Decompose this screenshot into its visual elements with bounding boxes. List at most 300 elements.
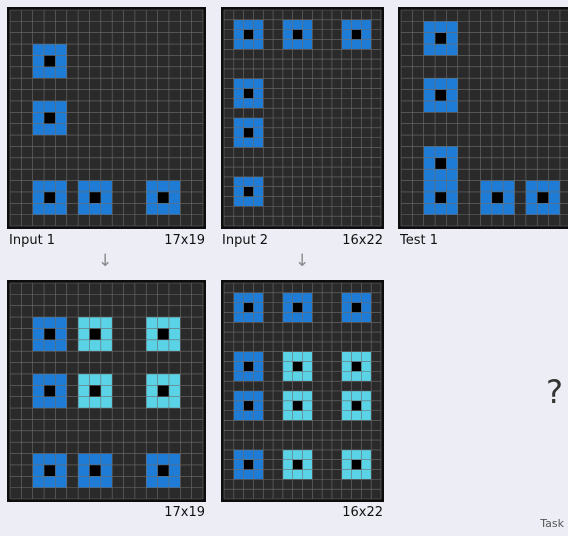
square-center-cell bbox=[352, 362, 362, 372]
square-cell bbox=[158, 340, 169, 351]
square-cell bbox=[303, 391, 313, 401]
square-cell bbox=[244, 470, 254, 480]
square-cell bbox=[55, 192, 66, 203]
square-cell bbox=[549, 192, 560, 203]
square-cell bbox=[342, 411, 352, 421]
square-cell bbox=[352, 20, 362, 30]
square-cell bbox=[244, 197, 254, 207]
square-cell bbox=[101, 476, 112, 487]
square-cell bbox=[342, 460, 352, 470]
square-cell bbox=[146, 203, 157, 214]
square-cell bbox=[234, 177, 244, 187]
square-cell bbox=[244, 312, 254, 322]
square-cell bbox=[234, 312, 244, 322]
square-cell bbox=[503, 181, 514, 192]
square-center-cell bbox=[293, 401, 303, 411]
size-input-1: 17x19 bbox=[164, 233, 205, 248]
square-center-cell bbox=[352, 30, 362, 40]
square-cell bbox=[89, 397, 100, 408]
square-cell bbox=[253, 371, 263, 381]
square-cell bbox=[101, 192, 112, 203]
square-cell bbox=[342, 470, 352, 480]
square-cell bbox=[169, 328, 180, 339]
square-cell bbox=[361, 470, 371, 480]
square-cell bbox=[526, 181, 537, 192]
square-cell bbox=[342, 401, 352, 411]
square-cell bbox=[158, 476, 169, 487]
square-cell bbox=[234, 371, 244, 381]
square-cell bbox=[361, 401, 371, 411]
square-cell bbox=[352, 39, 362, 49]
square-cell bbox=[293, 293, 303, 303]
square-cell bbox=[303, 303, 313, 313]
square-center-cell bbox=[89, 192, 100, 203]
square-center-cell bbox=[158, 328, 169, 339]
square-cell bbox=[253, 460, 263, 470]
square-cell bbox=[234, 362, 244, 372]
square-center-cell bbox=[44, 192, 55, 203]
size-output-2: 16x22 bbox=[342, 505, 383, 520]
grid-canvas bbox=[398, 7, 568, 229]
square-cell bbox=[283, 39, 293, 49]
square-cell bbox=[101, 454, 112, 465]
square-cell bbox=[44, 67, 55, 78]
square-cell bbox=[293, 391, 303, 401]
square-cell bbox=[158, 203, 169, 214]
square-cell bbox=[33, 317, 44, 328]
square-cell bbox=[293, 352, 303, 362]
square-cell bbox=[101, 385, 112, 396]
square-cell bbox=[101, 328, 112, 339]
label-input-2: Input 2 bbox=[222, 233, 269, 248]
square-cell bbox=[234, 187, 244, 197]
square-cell bbox=[169, 203, 180, 214]
square-cell bbox=[503, 192, 514, 203]
square-cell bbox=[352, 391, 362, 401]
square-center-cell bbox=[244, 128, 254, 138]
square-cell bbox=[303, 411, 313, 421]
square-cell bbox=[33, 397, 44, 408]
square-center-cell bbox=[352, 460, 362, 470]
square-cell bbox=[146, 374, 157, 385]
square-cell bbox=[55, 55, 66, 66]
square-center-cell bbox=[435, 33, 446, 44]
square-cell bbox=[158, 454, 169, 465]
square-cell bbox=[424, 21, 435, 32]
square-cell bbox=[446, 146, 457, 157]
square-cell bbox=[33, 465, 44, 476]
square-cell bbox=[78, 317, 89, 328]
square-cell bbox=[253, 411, 263, 421]
grid-canvas bbox=[7, 280, 206, 502]
square-cell bbox=[33, 328, 44, 339]
square-cell bbox=[44, 374, 55, 385]
square-center-cell bbox=[158, 385, 169, 396]
square-cell bbox=[253, 20, 263, 30]
square-cell bbox=[169, 465, 180, 476]
square-cell bbox=[44, 203, 55, 214]
square-cell bbox=[446, 203, 457, 214]
square-cell bbox=[283, 470, 293, 480]
square-cell bbox=[293, 470, 303, 480]
square-cell bbox=[424, 90, 435, 101]
grid-input-1 bbox=[7, 7, 206, 229]
square-cell bbox=[293, 371, 303, 381]
square-cell bbox=[537, 203, 548, 214]
square-cell bbox=[361, 352, 371, 362]
square-cell bbox=[303, 352, 313, 362]
square-cell bbox=[446, 90, 457, 101]
square-cell bbox=[424, 44, 435, 55]
square-center-cell bbox=[44, 55, 55, 66]
square-cell bbox=[101, 317, 112, 328]
square-cell bbox=[283, 391, 293, 401]
square-center-cell bbox=[158, 192, 169, 203]
square-cell bbox=[55, 328, 66, 339]
down-arrow-icon: ↓ bbox=[98, 251, 113, 271]
square-cell bbox=[352, 470, 362, 480]
square-cell bbox=[253, 401, 263, 411]
square-cell bbox=[303, 460, 313, 470]
square-cell bbox=[303, 371, 313, 381]
square-cell bbox=[234, 118, 244, 128]
square-cell bbox=[158, 181, 169, 192]
square-cell bbox=[44, 476, 55, 487]
square-cell bbox=[424, 169, 435, 180]
square-cell bbox=[253, 197, 263, 207]
square-cell bbox=[352, 352, 362, 362]
square-cell bbox=[33, 124, 44, 135]
square-cell bbox=[78, 385, 89, 396]
square-cell bbox=[253, 89, 263, 99]
square-cell bbox=[146, 465, 157, 476]
square-center-cell bbox=[44, 385, 55, 396]
square-cell bbox=[33, 476, 44, 487]
square-cell bbox=[234, 20, 244, 30]
square-cell bbox=[55, 124, 66, 135]
square-cell bbox=[361, 362, 371, 372]
square-cell bbox=[244, 352, 254, 362]
square-cell bbox=[283, 450, 293, 460]
square-cell bbox=[342, 293, 352, 303]
square-cell bbox=[424, 192, 435, 203]
square-cell bbox=[234, 450, 244, 460]
square-cell bbox=[244, 98, 254, 108]
square-cell bbox=[89, 454, 100, 465]
square-cell bbox=[283, 30, 293, 40]
square-cell bbox=[253, 352, 263, 362]
square-cell bbox=[44, 317, 55, 328]
square-center-cell bbox=[293, 460, 303, 470]
square-cell bbox=[33, 181, 44, 192]
square-center-cell bbox=[89, 385, 100, 396]
square-cell bbox=[33, 203, 44, 214]
square-cell bbox=[435, 181, 446, 192]
square-cell bbox=[435, 21, 446, 32]
square-cell bbox=[361, 293, 371, 303]
square-center-cell bbox=[44, 328, 55, 339]
square-cell bbox=[293, 39, 303, 49]
square-cell bbox=[78, 181, 89, 192]
square-cell bbox=[169, 454, 180, 465]
square-cell bbox=[342, 20, 352, 30]
square-cell bbox=[146, 328, 157, 339]
square-cell bbox=[146, 385, 157, 396]
square-cell bbox=[303, 362, 313, 372]
grid-canvas bbox=[221, 7, 384, 229]
square-cell bbox=[55, 317, 66, 328]
square-cell bbox=[303, 30, 313, 40]
square-center-cell bbox=[492, 192, 503, 203]
square-cell bbox=[78, 328, 89, 339]
square-cell bbox=[424, 158, 435, 169]
square-center-cell bbox=[435, 90, 446, 101]
square-cell bbox=[283, 352, 293, 362]
square-cell bbox=[253, 470, 263, 480]
square-cell bbox=[234, 197, 244, 207]
square-cell bbox=[146, 340, 157, 351]
square-cell bbox=[101, 340, 112, 351]
square-cell bbox=[446, 101, 457, 112]
square-cell bbox=[146, 192, 157, 203]
square-cell bbox=[234, 89, 244, 99]
square-cell bbox=[44, 181, 55, 192]
square-center-cell bbox=[89, 328, 100, 339]
square-cell bbox=[234, 391, 244, 401]
square-cell bbox=[549, 203, 560, 214]
square-cell bbox=[234, 411, 244, 421]
square-cell bbox=[244, 118, 254, 128]
square-cell bbox=[101, 203, 112, 214]
square-center-cell bbox=[293, 303, 303, 313]
square-cell bbox=[55, 67, 66, 78]
square-cell bbox=[33, 44, 44, 55]
square-cell bbox=[361, 411, 371, 421]
grid-output-1 bbox=[7, 280, 206, 502]
square-cell bbox=[283, 312, 293, 322]
square-cell bbox=[283, 460, 293, 470]
square-cell bbox=[146, 317, 157, 328]
square-cell bbox=[342, 371, 352, 381]
size-output-1: 17x19 bbox=[164, 505, 205, 520]
square-cell bbox=[253, 303, 263, 313]
square-center-cell bbox=[537, 192, 548, 203]
square-cell bbox=[283, 303, 293, 313]
square-cell bbox=[169, 397, 180, 408]
square-cell bbox=[492, 181, 503, 192]
square-cell bbox=[446, 44, 457, 55]
square-cell bbox=[361, 391, 371, 401]
grid-test-1 bbox=[398, 7, 568, 229]
test-grid-clip bbox=[398, 7, 568, 229]
square-cell bbox=[352, 371, 362, 381]
square-cell bbox=[361, 39, 371, 49]
square-cell bbox=[424, 78, 435, 89]
square-cell bbox=[101, 397, 112, 408]
square-cell bbox=[303, 20, 313, 30]
square-cell bbox=[44, 397, 55, 408]
square-cell bbox=[424, 101, 435, 112]
square-cell bbox=[101, 374, 112, 385]
square-cell bbox=[101, 465, 112, 476]
square-cell bbox=[503, 203, 514, 214]
square-cell bbox=[169, 476, 180, 487]
square-cell bbox=[169, 181, 180, 192]
footer-task-label: Task bbox=[540, 517, 564, 530]
square-cell bbox=[303, 293, 313, 303]
square-cell bbox=[55, 454, 66, 465]
square-center-cell bbox=[244, 187, 254, 197]
square-center-cell bbox=[244, 30, 254, 40]
square-cell bbox=[33, 385, 44, 396]
square-cell bbox=[234, 79, 244, 89]
square-cell bbox=[55, 203, 66, 214]
square-center-cell bbox=[435, 158, 446, 169]
square-cell bbox=[446, 33, 457, 44]
square-cell bbox=[293, 450, 303, 460]
square-cell bbox=[283, 371, 293, 381]
square-cell bbox=[342, 312, 352, 322]
square-cell bbox=[435, 101, 446, 112]
square-cell bbox=[480, 203, 491, 214]
square-cell bbox=[342, 352, 352, 362]
square-cell bbox=[234, 293, 244, 303]
square-cell bbox=[89, 203, 100, 214]
square-cell bbox=[352, 293, 362, 303]
square-cell bbox=[303, 470, 313, 480]
square-cell bbox=[244, 39, 254, 49]
square-cell bbox=[435, 78, 446, 89]
square-cell bbox=[33, 101, 44, 112]
square-cell bbox=[253, 98, 263, 108]
square-cell bbox=[55, 101, 66, 112]
square-cell bbox=[89, 181, 100, 192]
grid-input-2 bbox=[221, 7, 384, 229]
square-cell bbox=[480, 181, 491, 192]
square-cell bbox=[244, 411, 254, 421]
square-cell bbox=[424, 146, 435, 157]
square-cell bbox=[55, 374, 66, 385]
square-cell bbox=[526, 192, 537, 203]
square-cell bbox=[253, 30, 263, 40]
square-cell bbox=[55, 44, 66, 55]
square-cell bbox=[244, 177, 254, 187]
square-cell bbox=[342, 303, 352, 313]
square-cell bbox=[342, 39, 352, 49]
square-center-cell bbox=[44, 465, 55, 476]
label-test-1: Test 1 bbox=[400, 233, 439, 248]
square-cell bbox=[44, 454, 55, 465]
square-cell bbox=[234, 303, 244, 313]
square-cell bbox=[361, 450, 371, 460]
square-cell bbox=[253, 187, 263, 197]
square-cell bbox=[253, 450, 263, 460]
square-cell bbox=[44, 44, 55, 55]
square-center-cell bbox=[244, 303, 254, 313]
square-cell bbox=[244, 293, 254, 303]
square-cell bbox=[293, 20, 303, 30]
square-cell bbox=[169, 385, 180, 396]
square-cell bbox=[101, 181, 112, 192]
square-cell bbox=[293, 411, 303, 421]
square-cell bbox=[234, 352, 244, 362]
unknown-output-mark: ? bbox=[546, 373, 563, 411]
square-cell bbox=[169, 340, 180, 351]
square-cell bbox=[55, 397, 66, 408]
square-center-cell bbox=[244, 460, 254, 470]
square-cell bbox=[55, 112, 66, 123]
square-cell bbox=[352, 450, 362, 460]
square-cell bbox=[424, 203, 435, 214]
square-cell bbox=[234, 98, 244, 108]
square-cell bbox=[361, 460, 371, 470]
square-cell bbox=[78, 340, 89, 351]
square-cell bbox=[146, 476, 157, 487]
square-cell bbox=[78, 192, 89, 203]
label-input-1: Input 1 bbox=[9, 233, 56, 248]
square-center-cell bbox=[89, 465, 100, 476]
square-cell bbox=[283, 401, 293, 411]
square-center-cell bbox=[244, 362, 254, 372]
grid-canvas bbox=[221, 280, 384, 502]
square-cell bbox=[244, 371, 254, 381]
square-cell bbox=[283, 293, 293, 303]
square-center-cell bbox=[244, 89, 254, 99]
square-cell bbox=[234, 138, 244, 148]
square-cell bbox=[55, 340, 66, 351]
square-cell bbox=[234, 460, 244, 470]
square-cell bbox=[244, 79, 254, 89]
square-cell bbox=[169, 317, 180, 328]
square-cell bbox=[78, 397, 89, 408]
square-center-cell bbox=[352, 401, 362, 411]
square-cell bbox=[169, 374, 180, 385]
square-cell bbox=[234, 39, 244, 49]
square-cell bbox=[446, 158, 457, 169]
square-cell bbox=[234, 30, 244, 40]
square-cell bbox=[158, 397, 169, 408]
square-center-cell bbox=[44, 112, 55, 123]
square-cell bbox=[55, 181, 66, 192]
square-cell bbox=[244, 450, 254, 460]
square-cell bbox=[253, 177, 263, 187]
square-cell bbox=[253, 312, 263, 322]
square-cell bbox=[303, 312, 313, 322]
square-cell bbox=[158, 374, 169, 385]
square-cell bbox=[33, 112, 44, 123]
square-cell bbox=[435, 169, 446, 180]
square-cell bbox=[253, 362, 263, 372]
square-cell bbox=[33, 67, 44, 78]
square-cell bbox=[446, 21, 457, 32]
square-cell bbox=[435, 44, 446, 55]
grid-canvas bbox=[7, 7, 206, 229]
square-cell bbox=[361, 20, 371, 30]
square-cell bbox=[146, 397, 157, 408]
square-center-cell bbox=[293, 362, 303, 372]
square-cell bbox=[549, 181, 560, 192]
square-cell bbox=[253, 138, 263, 148]
grid-output-2 bbox=[221, 280, 384, 502]
square-cell bbox=[44, 124, 55, 135]
square-cell bbox=[253, 293, 263, 303]
square-cell bbox=[446, 192, 457, 203]
square-cell bbox=[424, 181, 435, 192]
square-center-cell bbox=[158, 465, 169, 476]
square-cell bbox=[169, 192, 180, 203]
square-cell bbox=[435, 146, 446, 157]
down-arrow-icon: ↓ bbox=[295, 251, 310, 271]
